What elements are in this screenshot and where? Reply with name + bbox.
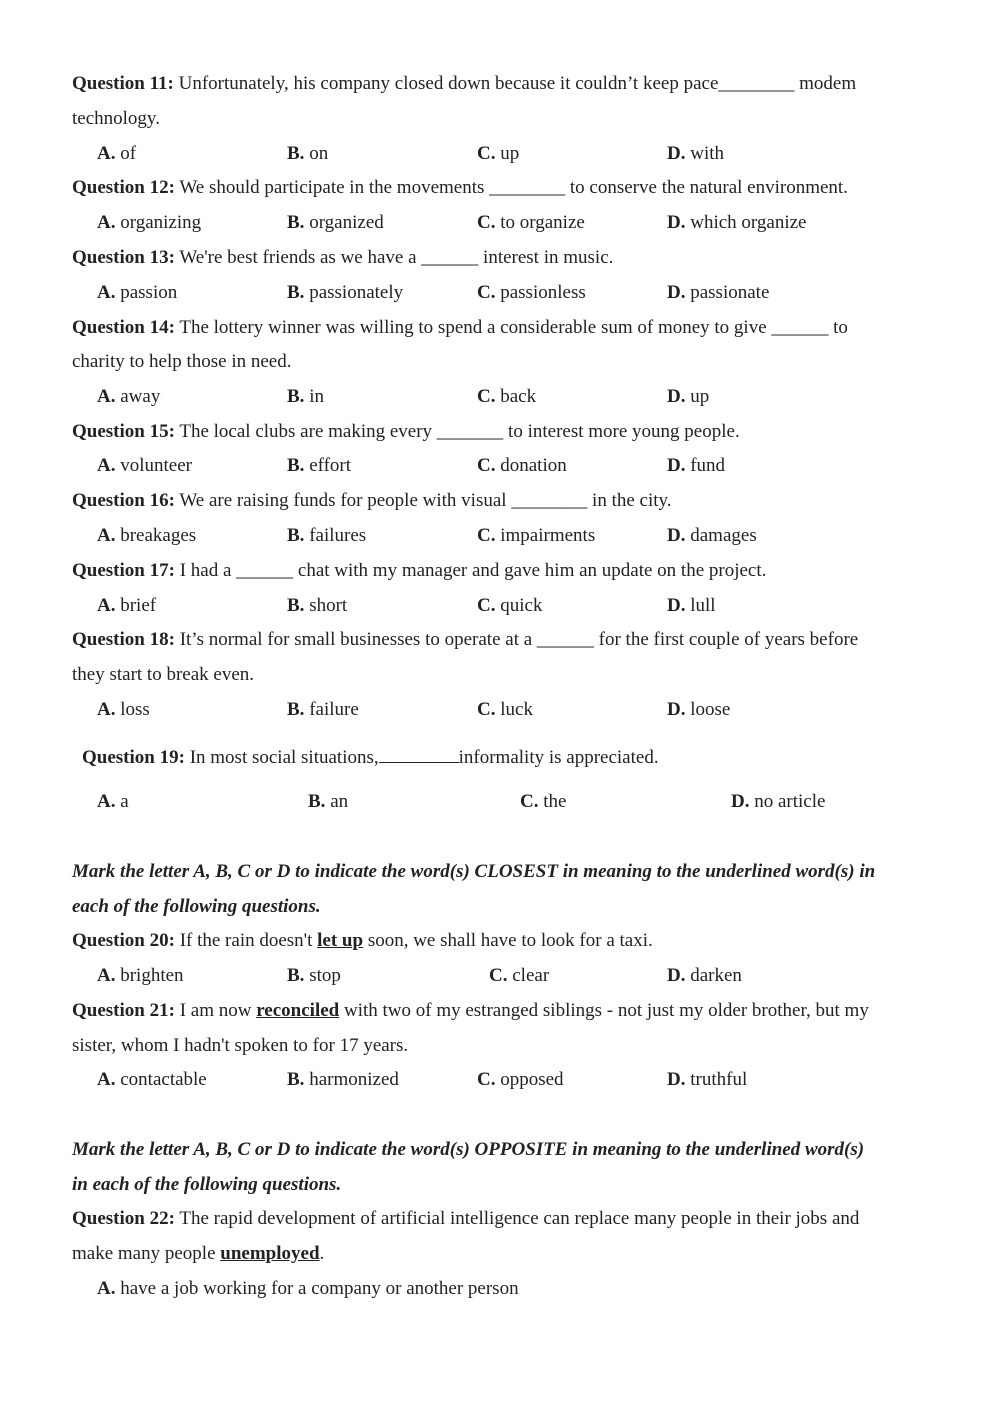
section-closest-heading-cont: each of the following questions. — [72, 896, 321, 917]
option-c[interactable]: C. the — [520, 791, 567, 812]
option-a[interactable]: A. organizing — [97, 212, 202, 233]
question-18-stem — [72, 628, 858, 652]
question-19-stem — [82, 744, 659, 770]
question-label: Question 11: — [72, 73, 174, 94]
question-text: I had a ______ chat with my manager and gave him an update on the project. — [179, 560, 767, 581]
option-d[interactable]: D. no article — [731, 791, 826, 812]
option-c[interactable]: C. quick — [477, 595, 543, 616]
option-c[interactable]: C. to organize — [477, 212, 585, 233]
section-opposite-heading-cont: in each of the following questions. — [72, 1174, 342, 1195]
question-12-stem — [72, 176, 848, 200]
question-11-stem-cont: technology. — [72, 108, 160, 129]
question-22-stem-cont — [72, 1242, 324, 1266]
question-text: The lottery winner was willing to spend a considerable sum of money to give ______ to — [179, 317, 848, 338]
question-21-stem-cont: sister, whom I hadn't spoken to for 17 years. — [72, 1035, 409, 1056]
question-label: Question 17: — [72, 560, 175, 581]
underlined-word: reconciled — [256, 1000, 340, 1021]
question-label: Question 22: — [72, 1208, 175, 1229]
option-a[interactable]: A. have a job working for a company or another person — [97, 1278, 519, 1299]
section-opposite-heading: Mark the letter A, B, C or D to indicate the word(s) OPPOSITE in meaning to the underlined word(s) — [72, 1139, 865, 1160]
option-d[interactable]: D. lull — [667, 595, 716, 616]
question-text: We are raising funds for people with visual ________ in the city. — [179, 490, 672, 511]
question-text: We're best friends as we have a ______ interest in music. — [179, 247, 614, 268]
option-d[interactable]: D. fund — [667, 455, 726, 476]
question-text: Unfortunately, his company closed down because it couldn’t keep pace________ modem — [178, 73, 857, 94]
question-14-options — [0, 385, 1000, 409]
question-15-stem — [72, 420, 740, 444]
option-b[interactable]: B. on — [287, 143, 329, 164]
option-b[interactable]: B. an — [308, 791, 349, 812]
question-22-options — [0, 1277, 1000, 1301]
question-text-end: informality is appreciated. — [458, 747, 659, 768]
section-closest-heading: Mark the letter A, B, C or D to indicate the word(s) CLOSEST in meaning to the underlined word(s) in — [72, 861, 876, 882]
option-b[interactable]: B. failure — [287, 699, 359, 720]
question-20-stem — [72, 929, 653, 953]
option-b[interactable]: B. harmonized — [287, 1069, 399, 1090]
option-d[interactable]: D. passionate — [667, 282, 770, 303]
question-label: Question 14: — [72, 317, 175, 338]
question-13-stem — [72, 246, 613, 270]
option-d[interactable]: D. which organize — [667, 212, 807, 233]
option-c[interactable]: C. luck — [477, 699, 533, 720]
question-label: Question 21: — [72, 1000, 175, 1021]
option-c[interactable]: C. passionless — [477, 282, 586, 303]
question-text: The rapid development of artificial intelligence can replace many people in their jobs and — [179, 1208, 860, 1229]
option-b[interactable]: B. in — [287, 386, 324, 407]
underlined-word: unemployed — [220, 1243, 320, 1264]
option-a[interactable]: A. volunteer — [97, 455, 192, 476]
option-a[interactable]: A. contactable — [97, 1069, 207, 1090]
question-12-options — [0, 211, 1000, 235]
option-d[interactable]: D. truthful — [667, 1069, 748, 1090]
question-15-options — [0, 454, 1000, 478]
question-16-stem — [72, 489, 672, 513]
question-14-stem — [72, 316, 848, 340]
question-label: Question 18: — [72, 629, 175, 650]
option-b[interactable]: B. stop — [287, 965, 341, 986]
option-b[interactable]: B. short — [287, 595, 348, 616]
question-16-options — [0, 524, 1000, 548]
option-d[interactable]: D. with — [667, 143, 725, 164]
question-text: We should participate in the movements ________ to conserve the natural environment. — [179, 177, 848, 198]
option-a[interactable]: A. away — [97, 386, 161, 407]
option-a[interactable]: A. passion — [97, 282, 178, 303]
question-21-options — [0, 1068, 1000, 1092]
period: . — [319, 1243, 325, 1264]
option-a[interactable]: A. of — [97, 143, 137, 164]
option-c[interactable]: C. up — [477, 143, 520, 164]
question-text-end: with two of my estranged siblings - not just my older brother, but my — [343, 1000, 869, 1021]
option-a[interactable]: A. a — [97, 791, 129, 812]
question-22-stem — [72, 1207, 859, 1231]
option-b[interactable]: B. organized — [287, 212, 384, 233]
question-13-options — [0, 281, 1000, 305]
option-b[interactable]: B. effort — [287, 455, 352, 476]
question-14-stem-cont: charity to help those in need. — [72, 351, 292, 372]
answer-blank — [379, 744, 459, 763]
question-17-options — [0, 594, 1000, 618]
option-c[interactable]: C. clear — [489, 965, 550, 986]
question-text: The local clubs are making every _______ to interest more young people. — [179, 421, 740, 442]
question-label: Question 15: — [72, 421, 175, 442]
option-b[interactable]: B. passionately — [287, 282, 404, 303]
question-label: Question 20: — [72, 930, 175, 951]
question-label: Question 13: — [72, 247, 175, 268]
underlined-word: let up — [317, 930, 364, 951]
option-a[interactable]: A. breakages — [97, 525, 197, 546]
question-label: Question 19: — [82, 747, 185, 768]
question-19-options — [0, 790, 1000, 814]
option-a[interactable]: A. brief — [97, 595, 157, 616]
option-d[interactable]: D. damages — [667, 525, 757, 546]
option-c[interactable]: C. donation — [477, 455, 567, 476]
option-d[interactable]: D. darken — [667, 965, 742, 986]
question-text: In most social situations, — [189, 747, 379, 768]
question-text: If the rain doesn't — [179, 930, 313, 951]
question-11-options — [0, 142, 1000, 166]
option-a[interactable]: A. loss — [97, 699, 150, 720]
option-b[interactable]: B. failures — [287, 525, 367, 546]
question-21-stem — [72, 999, 869, 1023]
question-text: make many people — [72, 1243, 216, 1264]
option-c[interactable]: C. back — [477, 386, 537, 407]
option-a[interactable]: A. brighten — [97, 965, 184, 986]
question-label: Question 12: — [72, 177, 175, 198]
question-20-options — [0, 964, 1000, 988]
question-text: It’s normal for small businesses to operate at a ______ for the first couple of years before — [179, 629, 859, 650]
option-c[interactable]: C. impairments — [477, 525, 596, 546]
question-label: Question 16: — [72, 490, 175, 511]
question-18-options — [0, 698, 1000, 722]
question-11-stem — [72, 72, 856, 96]
question-17-stem — [72, 559, 766, 583]
option-d[interactable]: D. loose — [667, 699, 731, 720]
question-text: I am now — [179, 1000, 252, 1021]
option-c[interactable]: C. opposed — [477, 1069, 564, 1090]
question-18-stem-cont: they start to break even. — [72, 664, 255, 685]
question-text-end: soon, we shall have to look for a taxi. — [367, 930, 653, 951]
option-d[interactable]: D. up — [667, 386, 710, 407]
